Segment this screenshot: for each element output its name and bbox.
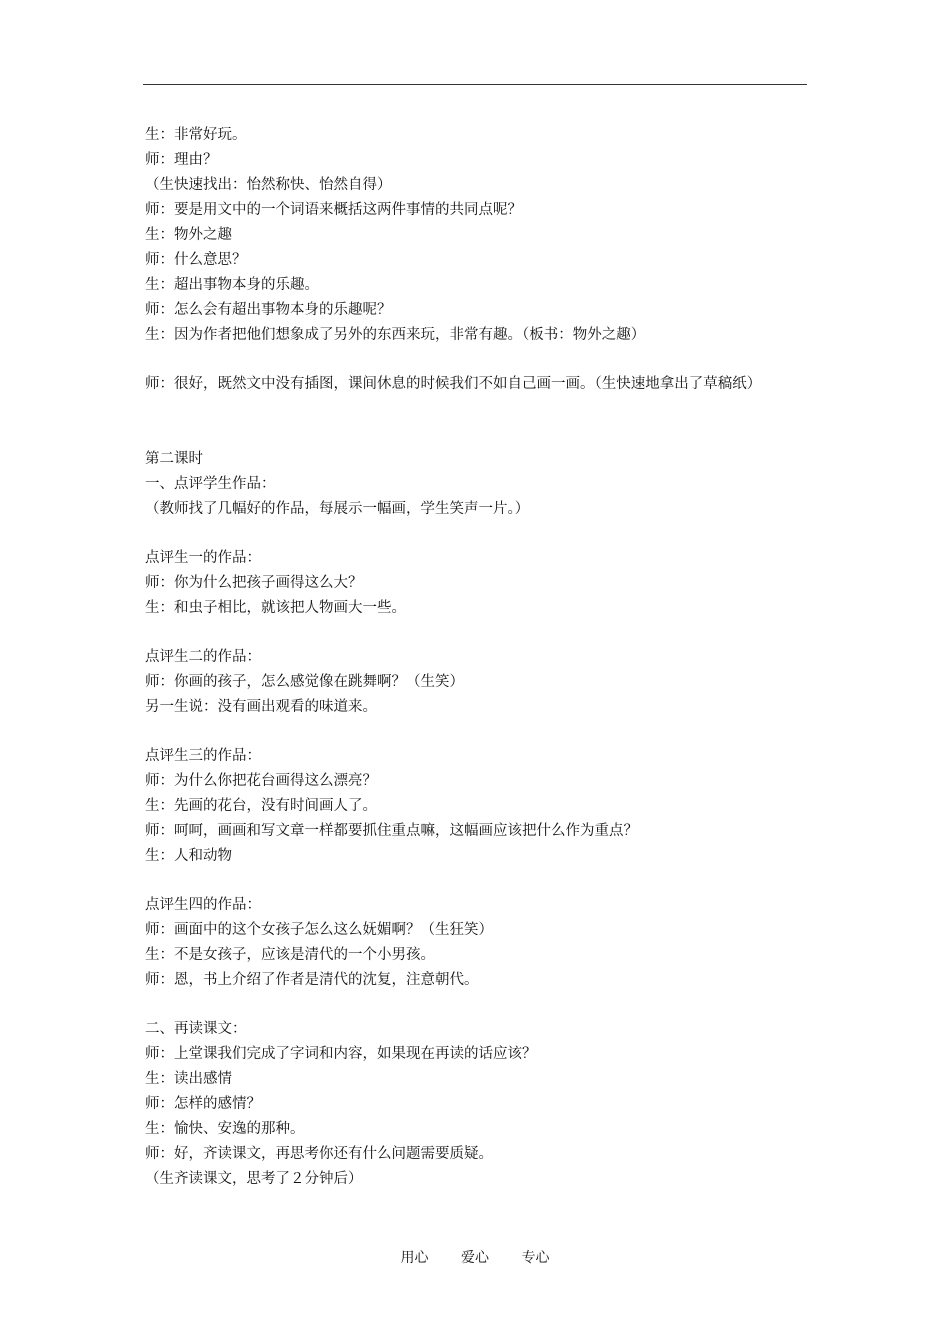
reread-block — [145, 1017, 809, 1192]
spacer — [145, 348, 809, 372]
review-heading: 点评生一的作品： — [145, 550, 261, 566]
text-line: 师：呵呵，画画和写文章一样都要抓住重点嘛，这幅画应该把什么作为重点？ — [145, 823, 638, 839]
text-line: 师：好，齐读课文，再思考你还有什么问题需要质疑。 — [145, 1146, 493, 1162]
text-line: 师：要是用文中的一个词语来概括这两件事情的共同点呢？ — [145, 202, 522, 218]
text-line: 师：你为什么把孩子画得这么大？ — [145, 575, 363, 591]
section-heading: 二、再读课文： — [145, 1021, 247, 1037]
text-line: 师：理由？ — [145, 152, 218, 168]
review-heading: 点评生三的作品： — [145, 748, 261, 764]
text-line: 师：怎么会有超出事物本身的乐趣呢？ — [145, 302, 392, 318]
spacer — [145, 993, 809, 1017]
text-line: 生：人和动物 — [145, 848, 232, 864]
footer-word: 用心 — [400, 1250, 429, 1266]
page-footer — [0, 1248, 950, 1268]
spacer — [145, 522, 809, 546]
text-line: 生：读出感情 — [145, 1071, 232, 1087]
text-line: 生：物外之趣 — [145, 227, 232, 243]
spacer — [145, 869, 809, 893]
review-block-2 — [145, 645, 809, 720]
text-line: 师：上堂课我们完成了字词和内容，如果现在再读的话应该？ — [145, 1046, 537, 1062]
text-line: 师：你画的孩子，怎么感觉像在跳舞啊？（生笑） — [145, 674, 464, 690]
text-line: 另一生说：没有画出观看的味道来。 — [145, 699, 377, 715]
footer-word: 爱心 — [461, 1250, 489, 1266]
spacer — [145, 720, 809, 744]
section-note: （教师找了几幅好的作品，每展示一幅画，学生笑声一片。） — [145, 501, 530, 517]
header-rule — [143, 84, 807, 85]
spacer — [145, 621, 809, 645]
text-line: 师：为什么你把花台画得这么漂亮？ — [145, 773, 377, 789]
review-block-3 — [145, 744, 809, 869]
text-line: 生：不是女孩子，应该是清代的一个小男孩。 — [145, 947, 435, 963]
text-line: 生：愉快、安逸的那种。 — [145, 1121, 305, 1137]
text-line: 生：和虫子相比，就该把人物画大一些。 — [145, 600, 406, 616]
section-second-lesson — [145, 447, 809, 522]
text-line: （生快速找出：怡然称快、怡然自得） — [145, 177, 392, 193]
section-heading: 一、点评学生作品： — [145, 476, 276, 492]
text-line: 生：非常好玩。 — [145, 127, 247, 143]
review-heading: 点评生二的作品： — [145, 649, 261, 665]
review-heading: 点评生四的作品： — [145, 897, 261, 913]
section-title: 第二课时 — [145, 451, 203, 467]
text-line: 师：怎样的感情？ — [145, 1096, 261, 1112]
footer-word: 专心 — [521, 1250, 550, 1266]
paragraph-drawing: 师：很好，既然文中没有插图，课间休息的时候我们不如自己画一画。（生快速地拿出了草稿纸） — [145, 376, 762, 392]
dialogue-block-a — [145, 123, 809, 348]
text-line: 生：超出事物本身的乐趣。 — [145, 277, 319, 293]
text-line: 师：画面中的这个女孩子怎么这么妩媚啊？（生狂笑） — [145, 922, 493, 938]
spacer — [145, 397, 809, 447]
document-body — [145, 123, 809, 1192]
text-line: 师：恩，书上介绍了作者是清代的沈复，注意朝代。 — [145, 972, 479, 988]
review-block-1 — [145, 546, 809, 621]
review-block-4 — [145, 893, 809, 993]
text-line: 师：什么意思？ — [145, 252, 247, 268]
text-line: 生：因为作者把他们想象成了另外的东西来玩，非常有趣。（板书：物外之趣） — [145, 327, 646, 343]
text-line: （生齐读课文，思考了２分钟后） — [145, 1171, 363, 1187]
text-line: 生：先画的花台，没有时间画人了。 — [145, 798, 377, 814]
